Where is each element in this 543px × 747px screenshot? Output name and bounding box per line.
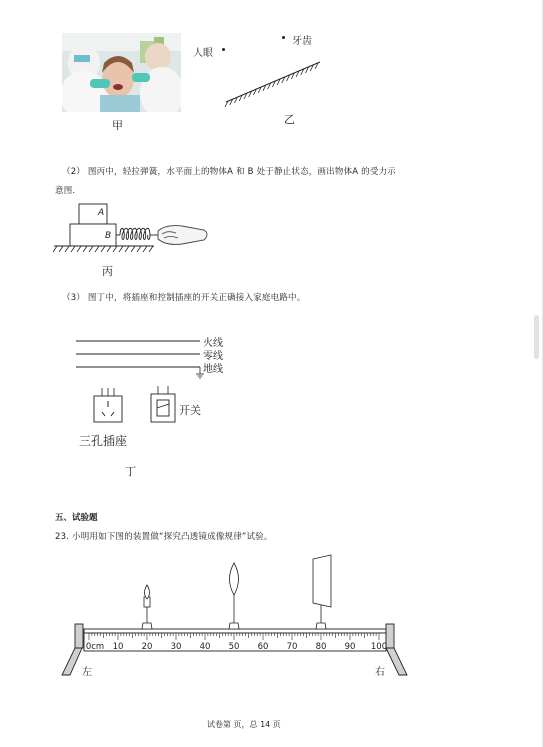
- question-2-line-2: 意图.: [55, 186, 76, 196]
- scale-label: 80: [315, 642, 327, 652]
- tooth-dot: [282, 36, 285, 39]
- scale-label: 100: [370, 642, 388, 652]
- tooth-label: 牙齿: [292, 36, 312, 47]
- eye-dot: [222, 48, 225, 51]
- scale-label: 70: [286, 642, 298, 652]
- convex-lens-icon: [229, 563, 239, 629]
- block-b-label: B: [105, 231, 112, 241]
- ground-wire-label: 地线: [203, 364, 223, 375]
- figure-bing-caption: 丙: [102, 265, 113, 278]
- question-2-line-1: （2） 图丙中，轻拉弹簧，水平面上的物体A 和 B 处于静止状态，画出物体A 的受力示: [62, 167, 396, 177]
- figure-ding-caption: 丁: [125, 465, 136, 478]
- bench-left-label: 左: [82, 667, 92, 678]
- scrollbar-thumb[interactable]: [534, 315, 539, 359]
- scale-label: 30: [170, 642, 182, 652]
- scale-label: 90: [344, 642, 356, 652]
- bench-right-label: 右: [375, 667, 385, 678]
- candle-icon: [142, 585, 152, 629]
- live-wire-label: 火线: [203, 338, 223, 349]
- switch-icon: [149, 386, 177, 424]
- scale-label: 50: [228, 642, 240, 652]
- plane-mirror: [222, 58, 322, 108]
- socket-label: 三孔插座: [79, 434, 128, 448]
- page-footer: 试卷第 页，总 14 页: [207, 720, 281, 729]
- question-3-text: （3） 图丁中，将插座和控制插座的开关正确接入家庭电路中。: [62, 293, 306, 303]
- scale-label: 0cm: [85, 642, 105, 652]
- neutral-wire-label: 零线: [203, 351, 223, 362]
- eye-label: 人眼: [193, 48, 213, 59]
- question-23-text: 23. 小明用如下图的装置做“探究凸透镜成像规律”试验。: [55, 532, 273, 542]
- three-hole-socket-icon: [90, 388, 126, 424]
- dentist-photo: [62, 33, 181, 112]
- scale-label: 40: [199, 642, 211, 652]
- scale-label: 20: [141, 642, 153, 652]
- scale-label: 60: [257, 642, 269, 652]
- household-circuit-wires: [72, 333, 212, 383]
- block-a-label: A: [98, 208, 105, 218]
- figure-yi-caption: 乙: [284, 113, 295, 126]
- light-screen-icon: [313, 555, 331, 629]
- figure-jia-caption: 甲: [112, 119, 123, 132]
- switch-label: 开关: [179, 404, 201, 417]
- spring-blocks-diagram: [54, 204, 214, 260]
- section-5-heading: 五、试验题: [55, 513, 98, 523]
- scale-label: 10: [112, 642, 124, 652]
